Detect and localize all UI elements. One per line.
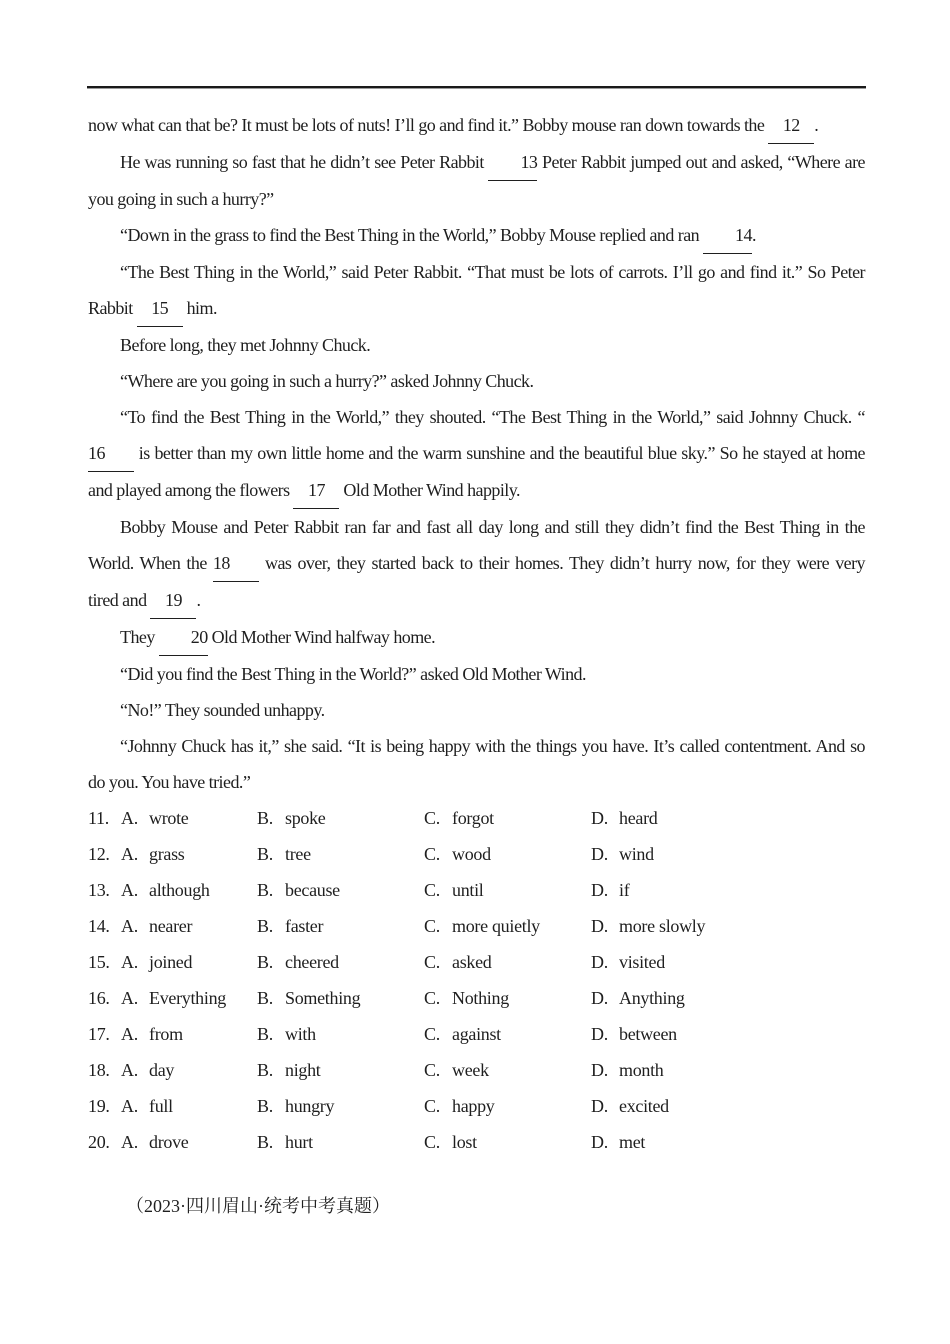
cloze-passage: [88, 107, 865, 800]
answer-option: [257, 1052, 424, 1088]
answer-option: [121, 1088, 257, 1124]
question-row: [88, 980, 865, 1016]
option-text: more quietly: [452, 916, 540, 936]
answer-option: [121, 836, 257, 872]
option-text: joined: [149, 952, 193, 972]
option-text: cheered: [285, 952, 339, 972]
option-letter: B.: [257, 1024, 273, 1044]
cloze-blank-13: 13: [488, 144, 537, 181]
question-number: 11.: [88, 808, 109, 828]
answer-option: [591, 908, 865, 944]
passage-line: “The Best Thing in the World,” said Peter Rabbit. “That must be lots of carrots. I’ll go and find it.” So Peter: [120, 262, 865, 282]
option-text: heard: [619, 808, 658, 828]
question-number: 13.: [88, 880, 110, 900]
passage-line: you going in such a hurry?”: [88, 189, 274, 209]
answer-option: [591, 836, 865, 872]
option-letter: C.: [424, 1060, 440, 1080]
option-text: with: [285, 1024, 316, 1044]
option-letter: C.: [424, 1096, 440, 1116]
answer-option: [591, 1052, 865, 1088]
answer-option: [257, 980, 424, 1016]
answer-option: [121, 1052, 257, 1088]
option-text: visited: [619, 952, 665, 972]
option-letter: B.: [257, 1132, 273, 1152]
option-text: met: [619, 1132, 646, 1152]
question-number: 20.: [88, 1132, 110, 1152]
option-text: full: [149, 1096, 173, 1116]
passage-line: and played among the flowers 17 Old Mother Wind happily.: [88, 472, 865, 509]
option-letter: B.: [257, 916, 273, 936]
option-text: lost: [452, 1132, 477, 1152]
answer-option: [424, 1052, 591, 1088]
question-number: 16.: [88, 988, 110, 1008]
option-letter: C.: [424, 880, 440, 900]
option-letter: A.: [121, 808, 138, 828]
passage-line: “Down in the grass to find the Best Thing in the World,” Bobby Mouse replied and ran 14.: [88, 217, 865, 254]
question-row: [88, 1124, 865, 1160]
answer-option: [591, 980, 865, 1016]
option-text: grass: [149, 844, 185, 864]
option-letter: C.: [424, 916, 440, 936]
cloze-blank-18: 18: [213, 545, 259, 582]
option-letter: C.: [424, 988, 440, 1008]
option-letter: B.: [257, 1060, 273, 1080]
passage-line: “No!” They sounded unhappy.: [120, 700, 325, 720]
option-text: spoke: [285, 808, 326, 828]
option-letter: D.: [591, 1060, 608, 1080]
option-text: happy: [452, 1096, 495, 1116]
passage-line: Before long, they met Johnny Chuck.: [120, 335, 371, 355]
cloze-blank-19: 19: [150, 582, 196, 619]
option-text: because: [285, 880, 340, 900]
answer-option: [121, 908, 257, 944]
answer-option: [257, 836, 424, 872]
answer-option: [424, 1016, 591, 1052]
answer-option: [257, 908, 424, 944]
answer-option: [257, 944, 424, 980]
option-letter: A.: [121, 1096, 138, 1116]
top-rule: [87, 86, 866, 89]
option-text: drove: [149, 1132, 189, 1152]
option-letter: D.: [591, 1096, 608, 1116]
question-row: [88, 1052, 865, 1088]
answer-option: [121, 800, 257, 836]
answer-option: [424, 1124, 591, 1160]
option-letter: C.: [424, 952, 440, 972]
option-letter: D.: [591, 880, 608, 900]
passage-line: do you. You have tried.”: [88, 772, 251, 792]
option-text: wrote: [149, 808, 189, 828]
option-text: night: [285, 1060, 321, 1080]
answer-option: [424, 872, 591, 908]
answer-option: [591, 800, 865, 836]
question-list: [88, 800, 865, 1160]
answer-option: [424, 908, 591, 944]
answer-option: [424, 800, 591, 836]
cloze-blank-20: 20: [159, 619, 208, 656]
option-text: if: [619, 880, 630, 900]
option-text: Anything: [619, 988, 685, 1008]
option-letter: A.: [121, 880, 138, 900]
answer-option: [424, 980, 591, 1016]
option-letter: D.: [591, 1132, 608, 1152]
passage-line: now what can that be? It must be lots of nuts! I’ll go and find it.” Bobby mouse ran down towards the 12 .: [88, 107, 865, 144]
answer-option: [257, 1124, 424, 1160]
option-text: Nothing: [452, 988, 509, 1008]
question-row: [88, 872, 865, 908]
option-letter: C.: [424, 1132, 440, 1152]
answer-option: [591, 944, 865, 980]
option-text: from: [149, 1024, 183, 1044]
cloze-blank-16: 16: [88, 435, 134, 472]
option-text: wood: [452, 844, 491, 864]
option-text: tree: [285, 844, 311, 864]
question-number: 14.: [88, 916, 110, 936]
answer-option: [257, 1016, 424, 1052]
option-text: hungry: [285, 1096, 335, 1116]
question-row: [88, 836, 865, 872]
option-text: Everything: [149, 988, 226, 1008]
answer-option: [591, 872, 865, 908]
passage-line: 16 is better than my own little home and the warm sunshine and the beautiful blue sky.” So he stayed at home: [88, 435, 865, 472]
option-letter: A.: [121, 1132, 138, 1152]
option-text: faster: [285, 916, 324, 936]
option-letter: D.: [591, 808, 608, 828]
option-letter: D.: [591, 916, 608, 936]
option-text: month: [619, 1060, 664, 1080]
option-letter: C.: [424, 1024, 440, 1044]
option-letter: A.: [121, 988, 138, 1008]
passage-line: Rabbit 15 him.: [88, 290, 865, 327]
passage-line: “To find the Best Thing in the World,” they shouted. “The Best Thing in the World,” said Johnny Chuck. “: [120, 407, 865, 427]
question-row: [88, 1016, 865, 1052]
option-letter: D.: [591, 844, 608, 864]
cloze-blank-14: 14: [703, 217, 752, 254]
question-row: [88, 908, 865, 944]
question-number: 15.: [88, 952, 110, 972]
answer-option: [121, 1016, 257, 1052]
answer-option: [257, 1088, 424, 1124]
option-text: week: [452, 1060, 489, 1080]
passage-line: He was running so fast that he didn’t see Peter Rabbit 13 Peter Rabbit jumped out and asked, “Where are: [88, 144, 865, 181]
answer-option: [424, 944, 591, 980]
option-text: nearer: [149, 916, 193, 936]
option-letter: C.: [424, 808, 440, 828]
option-text: excited: [619, 1096, 669, 1116]
option-letter: B.: [257, 844, 273, 864]
option-letter: D.: [591, 1024, 608, 1044]
option-letter: A.: [121, 1024, 138, 1044]
option-text: more slowly: [619, 916, 706, 936]
option-letter: D.: [591, 952, 608, 972]
cloze-blank-17: 17: [293, 472, 339, 509]
answer-option: [591, 1124, 865, 1160]
option-letter: B.: [257, 952, 273, 972]
question-row: [88, 944, 865, 980]
option-text: forgot: [452, 808, 494, 828]
citation: （2023·四川眉山·统考中考真题）: [126, 1196, 390, 1216]
option-text: against: [452, 1024, 501, 1044]
cloze-blank-15: 15: [137, 290, 183, 327]
answer-option: [121, 944, 257, 980]
answer-option: [591, 1016, 865, 1052]
passage-line: World. When the 18 was over, they started back to their homes. They didn’t hurry now, for they were very: [88, 545, 865, 582]
answer-option: [121, 1124, 257, 1160]
answer-option: [121, 872, 257, 908]
option-text: hurt: [285, 1132, 313, 1152]
question-number: 19.: [88, 1096, 110, 1116]
question-number: 18.: [88, 1060, 110, 1080]
option-text: between: [619, 1024, 677, 1044]
option-letter: B.: [257, 1096, 273, 1116]
option-letter: D.: [591, 988, 608, 1008]
passage-line: “Johnny Chuck has it,” she said. “It is being happy with the things you have. It’s called contentment. And so: [120, 736, 865, 756]
option-letter: B.: [257, 880, 273, 900]
question-number: 17.: [88, 1024, 110, 1044]
answer-option: [257, 800, 424, 836]
answer-option: [424, 836, 591, 872]
passage-line: tired and 19 .: [88, 582, 865, 619]
option-letter: A.: [121, 1060, 138, 1080]
option-letter: C.: [424, 844, 440, 864]
passage-line: “Where are you going in such a hurry?” asked Johnny Chuck.: [120, 371, 534, 391]
option-letter: A.: [121, 952, 138, 972]
passage-line: “Did you find the Best Thing in the World?” asked Old Mother Wind.: [120, 664, 586, 684]
answer-option: [121, 980, 257, 1016]
option-letter: A.: [121, 844, 138, 864]
answer-option: [591, 1088, 865, 1124]
answer-option: [257, 872, 424, 908]
option-letter: B.: [257, 988, 273, 1008]
option-text: Something: [285, 988, 361, 1008]
option-text: asked: [452, 952, 492, 972]
option-text: wind: [619, 844, 654, 864]
page-content: [88, 107, 865, 1224]
option-text: day: [149, 1060, 175, 1080]
question-row: [88, 800, 865, 836]
option-text: until: [452, 880, 484, 900]
option-text: although: [149, 880, 210, 900]
option-letter: A.: [121, 916, 138, 936]
option-letter: B.: [257, 808, 273, 828]
cloze-blank-12: 12: [768, 107, 814, 144]
answer-option: [424, 1088, 591, 1124]
passage-line: Bobby Mouse and Peter Rabbit ran far and fast all day long and still they didn’t find the Best Thing in the: [120, 517, 865, 537]
question-row: [88, 1088, 865, 1124]
question-number: 12.: [88, 844, 110, 864]
passage-line: They 20 Old Mother Wind halfway home.: [88, 619, 865, 656]
